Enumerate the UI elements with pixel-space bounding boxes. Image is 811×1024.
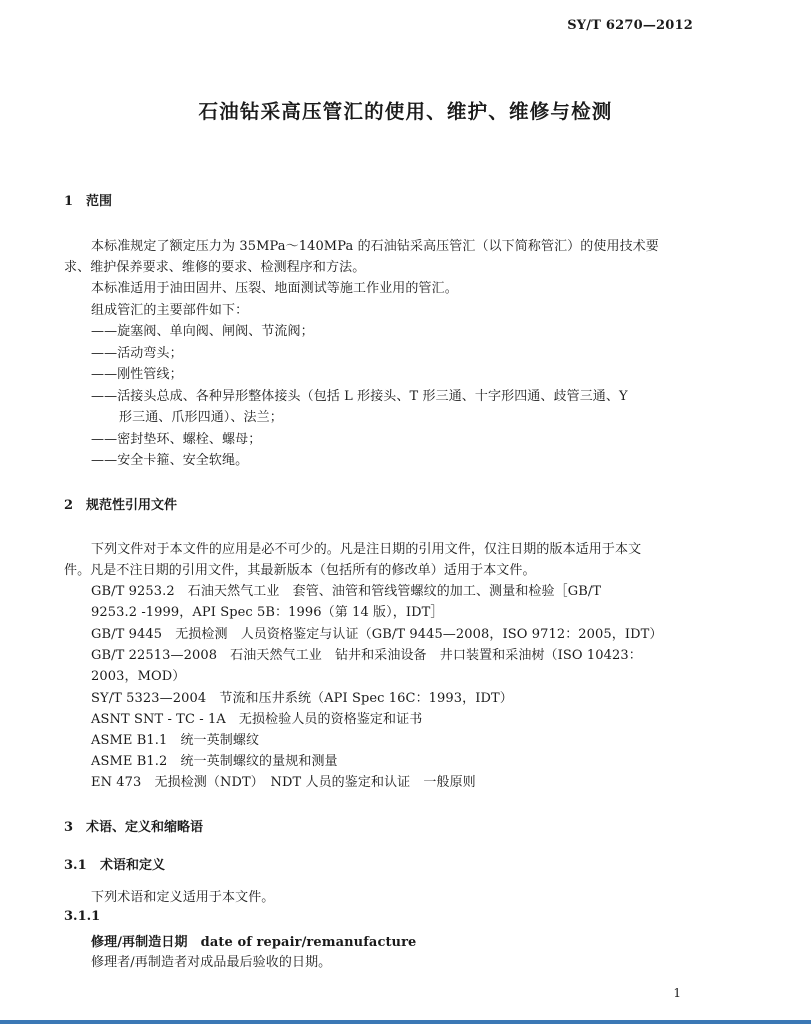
section-number: 1 (64, 194, 74, 209)
reference-entry-continuation: 2003，MOD） (91, 669, 186, 684)
paragraph-line: 下列术语和定义适用于本文件。 (91, 890, 275, 905)
paragraph-line: 求、维护保养要求、维修的要求、检测程序和方法。 (64, 260, 366, 275)
paragraph-line: 下列文件对于本文件的应用是必不可少的。凡是注日期的引用文件，仅注日期的版本适用于本文 (91, 542, 642, 557)
term-heading: 修理/再制造日期 date of repair/remanufacture (91, 935, 417, 950)
section-2-heading (64, 494, 177, 513)
section-3-heading (64, 816, 203, 835)
section-title: 范围 (86, 194, 113, 209)
paragraph-line: 本标准适用于油田固井、压裂、地面测试等施工作业用的管汇。 (91, 281, 458, 296)
reference-entry: ASME B1.2 统一英制螺纹的量规和测量 (91, 754, 338, 769)
section-title: 术语、定义和缩略语 (86, 820, 204, 835)
list-item: ——密封垫环、螺栓、螺母； (91, 432, 262, 447)
list-item: ——旋塞阀、单向阀、闸阀、节流阀； (91, 324, 314, 339)
bottom-border (0, 1020, 811, 1024)
subsection-3-1-heading (64, 854, 165, 873)
list-item: ——活接头总成、各种异形整体接头（包括 L 形接头、T 形三通、十字形四通、歧管三通、Y (91, 389, 628, 404)
document-title: 石油钻采高压管汇的使用、维护、维修与检测 (198, 100, 613, 123)
list-item: ——活动弯头； (91, 346, 183, 361)
term-definition: 修理者/再制造者对成品最后验收的日期。 (91, 955, 332, 970)
paragraph-line: 组成管汇的主要部件如下： (91, 303, 249, 318)
section-1-heading (64, 190, 112, 209)
subsection-title: 术语和定义 (100, 858, 166, 873)
paragraph-line: 本标准规定了额定压力为 35MPa～140MPa 的石油钻采高压管汇（以下简称管汇）的使用技术要 (91, 239, 659, 254)
standard-code: SY/T 6270—2012 (567, 18, 693, 33)
reference-entry: GB/T 9445 无损检测 人员资格鉴定与认证（GB/T 9445—2008，ISO 9712：2005，IDT） (91, 627, 663, 642)
section-title: 规范性引用文件 (86, 498, 178, 513)
term-number: 3.1.1 (64, 909, 101, 924)
reference-entry-continuation: 9253.2 -1999，API Spec 5B：1996（第 14 版），IDT］ (91, 605, 444, 620)
reference-entry: ASME B1.1 统一英制螺纹 (91, 733, 260, 748)
list-item: ——安全卡箍、安全软绳。 (91, 453, 249, 468)
reference-entry: GB/T 22513—2008 石油天然气工业 钻井和采油设备 井口装置和采油树（ISO 10423： (91, 648, 642, 663)
subsection-number: 3.1 (64, 858, 87, 873)
reference-entry: SY/T 5323—2004 节流和压井系统（API Spec 16C：1993，IDT） (91, 691, 513, 706)
paragraph-line: 件。凡是不注日期的引用文件，其最新版本（包括所有的修改单）适用于本文件。 (64, 563, 536, 578)
page-number: 1 (673, 986, 681, 1000)
section-number: 2 (64, 498, 74, 513)
section-number: 3 (64, 820, 74, 835)
reference-entry: ASNT SNT - TC - 1A 无损检验人员的资格鉴定和证书 (91, 712, 423, 727)
list-item-continuation: 形三通、爪形四通）、法兰； (119, 410, 283, 425)
list-item: ——刚性管线； (91, 367, 183, 382)
reference-entry: GB/T 9253.2 石油天然气工业 套管、油管和管线管螺纹的加工、测量和检验［GB/T (91, 584, 602, 599)
reference-entry: EN 473 无损检测（NDT） NDT 人员的鉴定和认证 一般原则 (91, 775, 476, 790)
